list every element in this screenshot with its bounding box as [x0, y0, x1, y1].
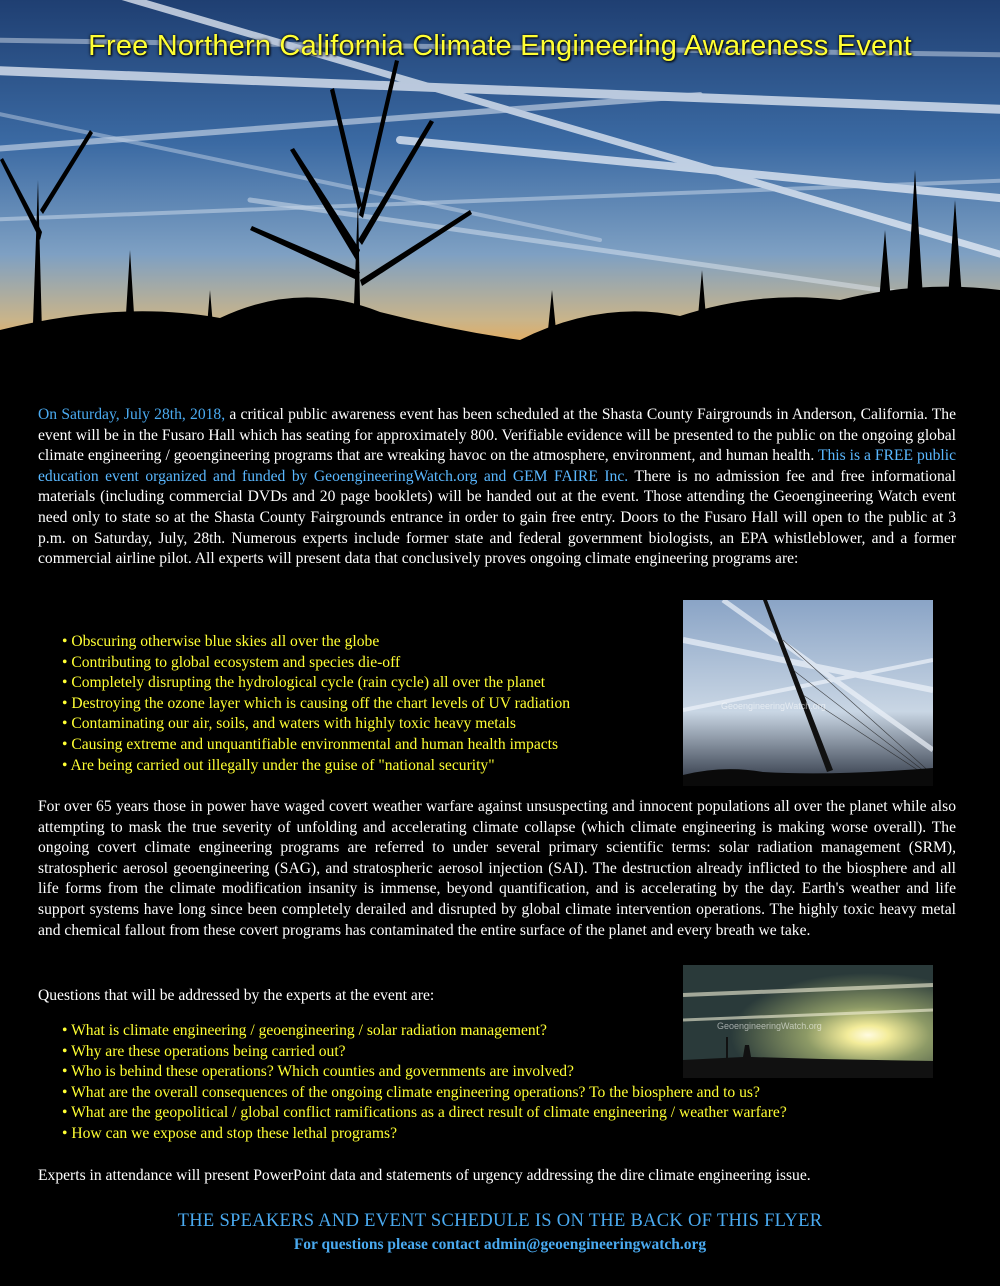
list-item: • Contributing to global ecosystem and species die-off: [62, 653, 401, 671]
list-item: • What are the overall consequences of the ongoing climate engineering operations? To the biosphere and to us?: [62, 1083, 760, 1101]
covert-programs-paragraph: For over 65 years those in power have waged covert weather warfare against unsuspecting and innocent populations all over the planet while also attempting to mask the true severity of unfolding and accelerating climate collapse (which climate engineering is making worse overall). The ongoing covert climate engineering programs are referred to under several primary scientific terms: solar radiation management (SRM), stratospheric aerosol geoengineering (SAG), and stratospheric aerosol injection (SAI). The destruction already inflicted to the biosphere and all life forms from the climate modification insanity is immense, beyond quantification, and is accelerating by the day. Earth's weather and life support systems have long since been completely derailed and disrupted by global climate intervention operations. The highly toxic heavy metal and chemical fallout from these covert programs has contaminated the entire surface of the planet and every breath we take.: [38, 798, 956, 939]
page-title: Free Northern California Climate Engineering Awareness Event: [88, 30, 912, 62]
list-item: • Are being carried out illegally under the guise of "national security": [62, 756, 495, 774]
hero-sunset-photo: [0, 0, 1000, 410]
photo-watermark: GeoengineeringWatch.org: [721, 701, 826, 711]
contact-line: For questions please contact admin@geoengineeringwatch.org: [293, 1236, 707, 1253]
list-item: • What is climate engineering / geoengineering / solar radiation management?: [62, 1022, 547, 1039]
list-item: • Contaminating our air, soils, and waters with highly toxic heavy metals: [62, 715, 516, 733]
questions-list: [62, 1021, 787, 1145]
list-item: • Destroying the ozone layer which is causing off the chart levels of UV radiation: [62, 694, 571, 712]
photo-watermark: GeoengineeringWatch.org: [717, 1021, 822, 1031]
intro-text-2: There is no admission fee and free informational materials (including commercial DVDs and 20 page booklets) will be handed out at the event. Those attending the Geoengineering Watch event need only to state so at the Shasta County Fairgrounds entrance in order to gain free entry. Doors to the Fusaro Hall will open to the public at 3 p.m. on Saturday, July, 28th. Numerous experts include former state and federal government biologists, an EPA whistleblower, and a former commercial airline pilot. All experts will present data that conclusively proves ongoing climate engineering programs are:: [38, 467, 957, 568]
questions-intro: Questions that will be addressed by the experts at the event are:: [38, 987, 435, 1004]
list-item: • What are the geopolitical / global conflict ramifications as a direct result of climate engineering / weather warfare?: [62, 1104, 787, 1122]
sundial-bridge-photo: [683, 600, 933, 786]
back-of-flyer-notice: THE SPEAKERS AND EVENT SCHEDULE IS ON THE BACK OF THIS FLYER: [177, 1211, 823, 1231]
closing-statement: Experts in attendance will present PowerPoint data and statements of urgency addressing the dire climate engineering issue.: [38, 1167, 811, 1184]
list-item: • Obscuring otherwise blue skies all over the globe: [62, 633, 380, 650]
intro-text-1: a critical public awareness event has been scheduled at the Shasta County Fairgrounds in Anderson, California. The event will be in the Fusaro Hall which has seating for approximately 800. Verifiable evidence will be presented to the public on the ongoing global climate engineering / geoengineering programs that are wreaking havoc on the atmosphere, environment, and human health.: [38, 406, 956, 465]
intro-paragraph: [38, 405, 956, 570]
list-item: • Causing extreme and unquantifiable environmental and human health impacts: [62, 735, 559, 753]
program-effects-list: [62, 632, 570, 776]
list-item: • Why are these operations being carried out?: [62, 1042, 346, 1060]
list-item: • Who is behind these operations? Which counties and governments are involved?: [62, 1063, 574, 1081]
list-item: • Completely disrupting the hydrological cycle (rain cycle) all over the planet: [62, 674, 546, 692]
list-item: • How can we expose and stop these lethal programs?: [62, 1124, 397, 1142]
free-event-highlight: This is a FREE public education event organized and funded by GeoengineeringWatch.org and GEM FAIRE Inc.: [38, 447, 956, 485]
event-date: On Saturday, July 28th, 2018,: [38, 406, 226, 423]
